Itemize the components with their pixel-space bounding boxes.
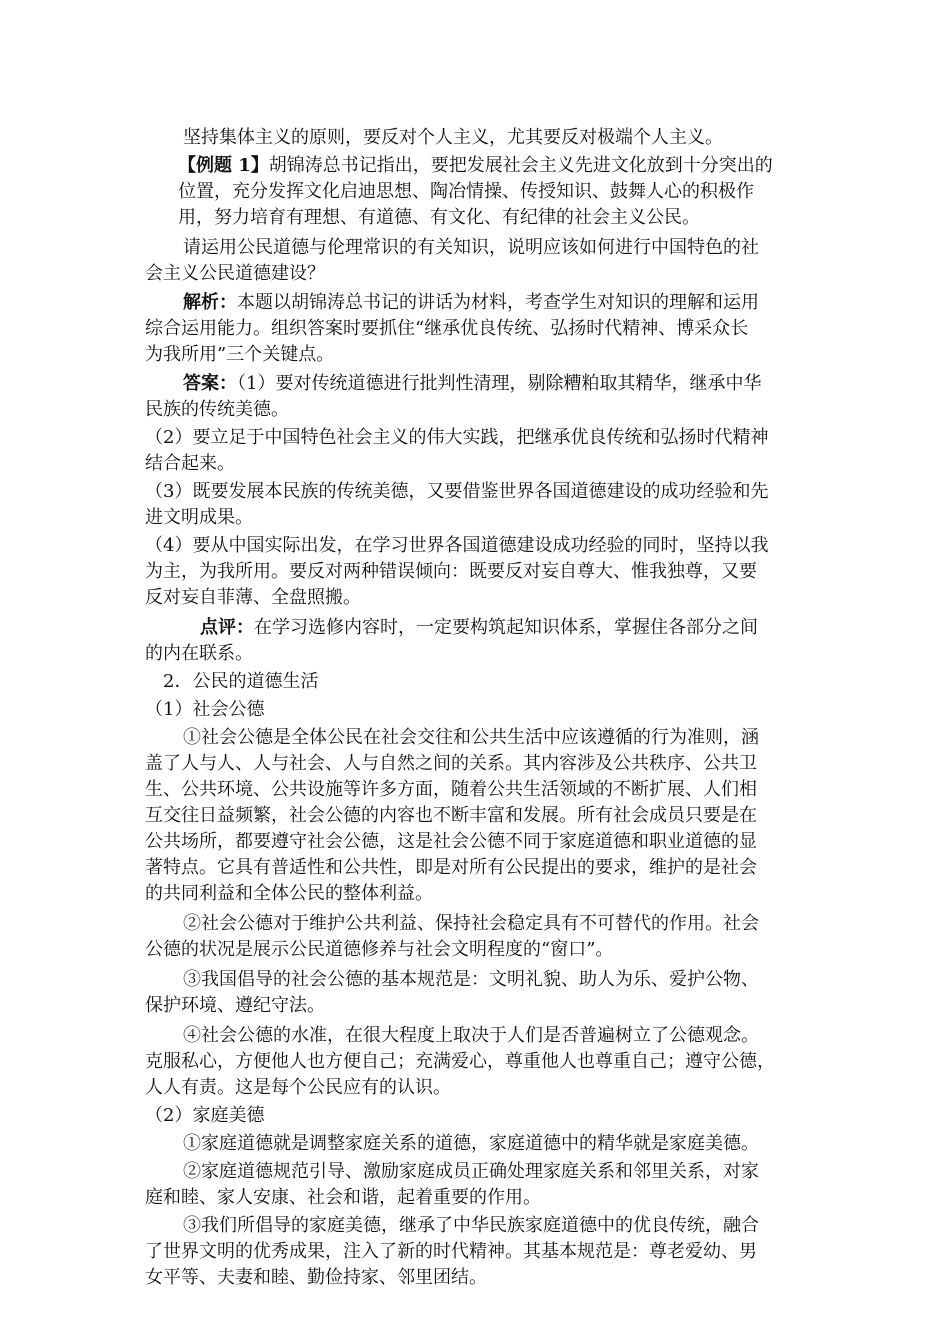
subsection-heading: （1）社会公德 [145,699,265,720]
answer-line: 反对妄自菲薄、全盘照搬。 [145,587,361,608]
comment-line: 的内在联系。 [145,643,253,664]
example-1-line: 用，努力培育有理想、有道德、有文化、有纪律的社会主义公民。 [178,207,700,228]
intro-line: 坚持集体主义的原则，要反对个人主义，尤其要反对极端个人主义。 [183,127,723,148]
question-line: 请运用公民道德与伦理常识的有关知识，说明应该如何进行中国特色的社 [183,237,759,258]
paragraph-line: 互交往日益频繁，社会公德的内容也不断丰富和发展。所有社会成员只要是在 [145,805,757,826]
paragraph-line: 盖了人与人、人与社会、人与自然之间的关系。其内容涉及公共秩序、公共卫 [145,753,757,774]
paragraph-line: 女平等、夫妻和睦、勤俭持家、邻里团结。 [145,1267,487,1288]
question-line: 会主义公民道德建设？ [145,263,325,284]
paragraph-line: ②家庭道德规范引导、激励家庭成员正确处理家庭关系和邻里关系，对家 [183,1161,759,1182]
paragraph-line: ②社会公德对于维护公共利益、保持社会稳定具有不可替代的作用。社会 [183,913,759,934]
example-1-line: 【例题 1】胡锦涛总书记指出，要把发展社会主义先进文化放到十分突出的 [178,155,773,176]
paragraph-line: ③我们所倡导的家庭美德，继承了中华民族家庭道德中的优良传统，融合 [183,1215,759,1236]
paragraph-line: 公德的状况是展示公民道德修养与社会文明程度的“窗口”。 [145,939,614,960]
paragraph-line: ①社会公德是全体公民在社会交往和公共生活中应该遵循的行为准则，涵 [183,727,759,748]
paragraph-line: 克服私心，方便他人也方便自己；充满爱心，尊重他人也尊重自己；遵守公德， [145,1051,775,1072]
paragraph-line: ④社会公德的水准，在很大程度上取决于人们是否普遍树立了公德观念。 [183,1025,759,1046]
comment-line: 点评：在学习选修内容时，一定要构筑起知识体系，掌握住各部分之间 [200,617,758,638]
answer-line: （4）要从中国实际出发，在学习世界各国道德建设成功经验的同时，坚持以我 [145,535,769,556]
answer-label: 答案： [183,373,237,394]
analysis-line: 为我所用”三个关键点。 [145,344,335,365]
answer-line: 民族的传统美德。 [145,399,289,420]
section-heading: 2．公民的道德生活 [163,671,319,692]
answer-line: 答案：（1）要对传统道德进行批判性清理，剔除糟粕取其精华，继承中华 [183,373,762,394]
answer-line: 进文明成果。 [145,507,253,528]
paragraph-line: 保护环境、遵纪守法。 [145,995,325,1016]
answer-line: （3）既要发展本民族的传统美德，又要借鉴世界各国道德建设的成功经验和先 [145,481,769,502]
analysis-line: 解析：本题以胡锦涛总书记的讲话为材料，考查学生对知识的理解和运用 [183,292,759,313]
paragraph-line: 人人有责。这是每个公民应有的认识。 [145,1077,451,1098]
analysis-line: 综合运用能力。组织答案时要抓住“继承优良传统、弘扬时代精神、博采众长 [145,318,749,339]
answer-line: 结合起来。 [145,453,235,474]
example-1-label: 【例题 1】 [178,155,269,176]
paragraph-line: 了世界文明的优秀成果，注入了新的时代精神。其基本规范是：尊老爱幼、男 [145,1241,757,1262]
paragraph-line: 的共同利益和全体公民的整体利益。 [145,883,433,904]
comment-label: 点评： [200,617,254,638]
paragraph-line: 公共场所，都要遵守社会公德，这是社会公德不同于家庭道德和职业道德的显 [145,831,757,852]
paragraph-line: 著特点。它具有普适性和公共性，即是对所有公民提出的要求，维护的是社会 [145,857,757,878]
analysis-label: 解析： [183,292,237,313]
paragraph-line: 庭和睦、家人安康、社会和谐，起着重要的作用。 [145,1187,541,1208]
answer-line: 为主，为我所用。要反对两种错误倾向：既要反对妄自尊大、惟我独尊，又要 [145,561,757,582]
example-1-line: 位置，充分发挥文化启迪思想、陶冶情操、传授知识、鼓舞人心的积极作 [178,181,754,202]
paragraph-line: 生、公共环境、公共设施等许多方面，随着公共生活领域的不断扩展、人们相 [145,779,757,800]
answer-line: （2）要立足于中国特色社会主义的伟大实践，把继承优良传统和弘扬时代精神 [145,427,769,448]
paragraph-line: ①家庭道德就是调整家庭关系的道德，家庭道德中的精华就是家庭美德。 [183,1133,759,1154]
subsection-heading: （2）家庭美德 [145,1105,265,1126]
paragraph-line: ③我国倡导的社会公德的基本规范是：文明礼貌、助人为乐、爱护公物、 [183,969,759,990]
